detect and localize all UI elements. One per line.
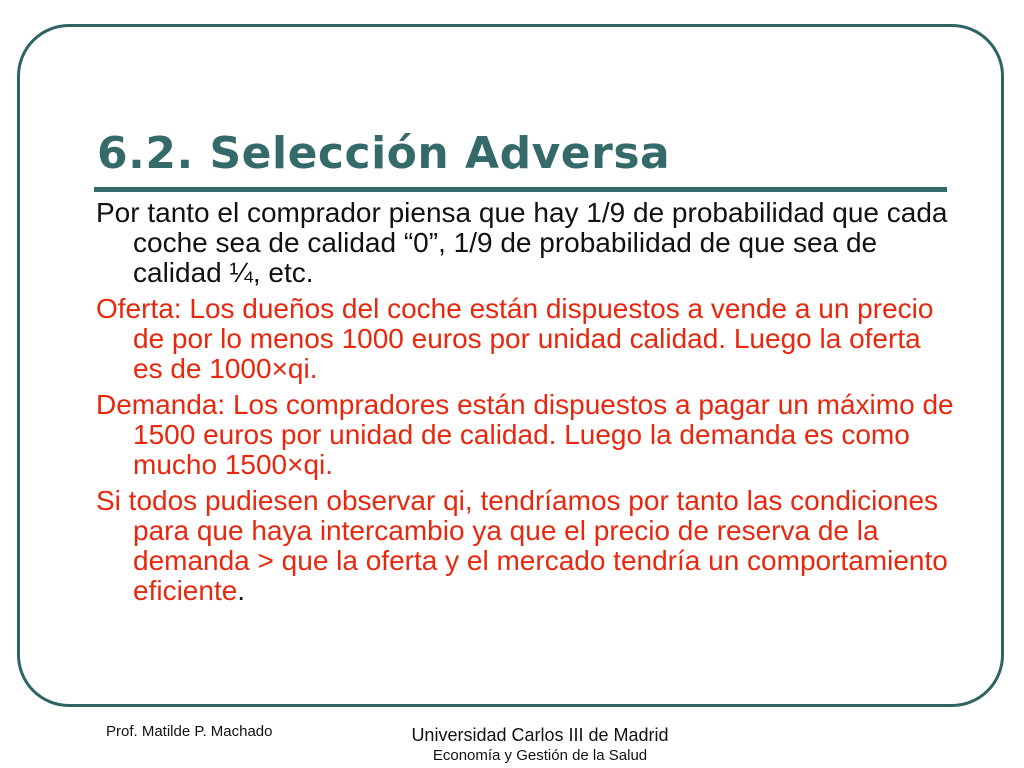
footer-author: Prof. Matilde P. Machado xyxy=(106,723,273,740)
paragraph-demand: Demanda: Los compradores están dispuestos a pagar un máximo de 1500 euros por unidad de calidad. Luego la demanda es como mucho 1500×qi. xyxy=(96,389,954,480)
paragraph-supply: Oferta: Los dueños del coche están dispuestos a vende a un precio de por lo menos 1000 euros por unidad calidad. Luego la oferta es de 1000×qi. xyxy=(96,293,934,384)
footer-institution xyxy=(395,724,685,766)
paragraph-buyer-belief: Por tanto el comprador piensa que hay 1/9 de probabilidad que cada coche sea de calidad “0”, 1/9 de probabilidad de que sea de calidad ¼, etc. xyxy=(96,197,948,288)
paragraph-conclusion xyxy=(96,486,956,606)
conclusion-text: Si todos pudiesen observar qi, tendríamos por tanto las condiciones para que haya intercambio ya que el precio de reserva de la demanda > que la oferta y el mercado tendría un comportamiento eficiente xyxy=(96,485,948,606)
slide-body xyxy=(96,198,956,612)
footer-department: Economía y Gestión de la Salud xyxy=(432,747,648,764)
footer-university: Universidad Carlos III de Madrid xyxy=(411,725,669,745)
title-underline xyxy=(94,187,947,192)
conclusion-period: . xyxy=(237,575,246,606)
slide-title: 6.2. Selección Adversa xyxy=(97,128,671,179)
